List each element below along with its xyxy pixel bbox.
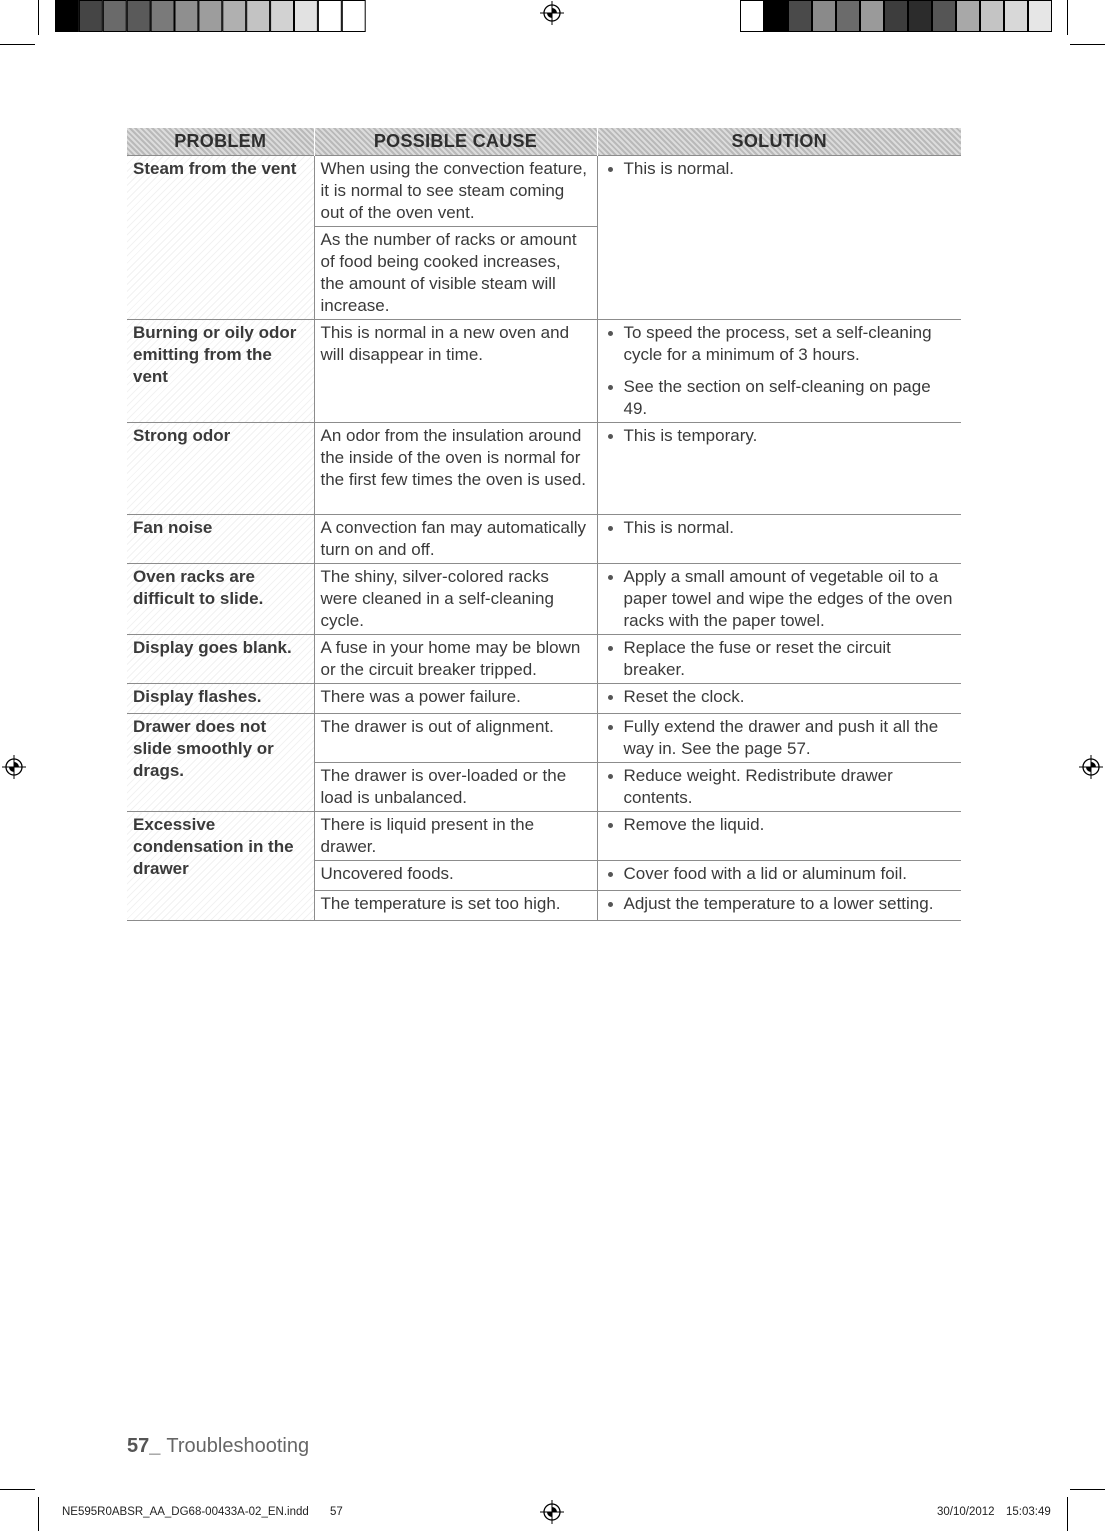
solution-item: Reset the clock. xyxy=(624,686,954,708)
registration-mark-right xyxy=(1078,754,1104,780)
table-row xyxy=(127,515,961,564)
color-patch xyxy=(318,1,341,32)
solution-list xyxy=(598,322,954,420)
solution-cell xyxy=(597,714,961,763)
solution-item: Reduce weight. Redistribute drawer contents. xyxy=(624,765,954,809)
color-patch xyxy=(247,1,270,32)
color-patch xyxy=(199,1,222,32)
solution-list xyxy=(598,517,954,539)
cause-cell: A fuse in your home may be blown or the circuit breaker tripped. xyxy=(314,635,597,684)
color-patch xyxy=(741,1,764,32)
section-title: Troubleshooting xyxy=(166,1435,310,1457)
solution-cell xyxy=(597,156,961,320)
crop-mark-bottom-left-vertical xyxy=(38,1497,39,1531)
solution-cell xyxy=(597,812,961,861)
color-patch xyxy=(837,1,860,32)
solution-cell xyxy=(597,564,961,635)
page-number: 57_ xyxy=(127,1435,161,1457)
color-patch xyxy=(127,1,150,32)
crop-mark-top-left-vertical xyxy=(38,0,39,35)
problem-cell: Oven racks are difficult to slide. xyxy=(127,564,314,635)
cause-cell: There was a power failure. xyxy=(314,684,597,714)
table-row xyxy=(127,635,961,684)
crop-mark-bottom-right-vertical xyxy=(1067,1497,1068,1531)
solution-item: To speed the process, set a self-cleaning cycle for a minimum of 3 hours. xyxy=(624,322,954,366)
solution-list xyxy=(598,716,954,760)
cause-cell: This is normal in a new oven and will disappear in time. xyxy=(314,320,597,423)
color-patch xyxy=(271,1,294,32)
solution-cell xyxy=(597,861,961,891)
table-header-row xyxy=(127,128,961,156)
solution-cell xyxy=(597,320,961,423)
color-patch xyxy=(223,1,246,32)
solution-list xyxy=(598,893,954,915)
registration-mark-top xyxy=(539,0,565,26)
problem-cell: Burning or oily odor emitting from the vent xyxy=(127,320,314,423)
solution-cell xyxy=(597,635,961,684)
cause-cell: The drawer is over-loaded or the load is unbalanced. xyxy=(314,763,597,812)
color-patch xyxy=(79,1,102,32)
table-row xyxy=(127,423,961,515)
solution-list xyxy=(598,686,954,708)
color-bar-right xyxy=(740,0,1053,33)
solution-list xyxy=(598,814,954,836)
color-patch xyxy=(885,1,908,32)
table-row xyxy=(127,684,961,714)
crop-mark-top-right-vertical xyxy=(1067,0,1068,35)
color-patch xyxy=(151,1,174,32)
header-problem: PROBLEM xyxy=(127,128,314,156)
problem-cell: Excessive condensation in the drawer xyxy=(127,812,314,921)
problem-cell: Display goes blank. xyxy=(127,635,314,684)
cause-cell: The shiny, silver-colored racks were cleaned in a self-cleaning cycle. xyxy=(314,564,597,635)
solution-item: This is temporary. xyxy=(624,425,954,447)
solution-item: This is normal. xyxy=(624,517,954,539)
solution-list xyxy=(598,425,954,447)
cause-cell: As the number of racks or amount of food being cooked increases, the amount of visible steam will increase. xyxy=(314,227,597,320)
cause-cell: Uncovered foods. xyxy=(314,861,597,891)
solution-item: This is normal. xyxy=(624,158,954,180)
color-patch xyxy=(933,1,956,32)
header-solution: SOLUTION xyxy=(597,128,961,156)
registration-mark-bottom xyxy=(539,1499,565,1525)
color-patch xyxy=(175,1,198,32)
crop-mark-bottom-left-horizontal xyxy=(0,1489,35,1490)
color-patch xyxy=(1029,1,1052,32)
cause-cell: There is liquid present in the drawer. xyxy=(314,812,597,861)
color-patch xyxy=(981,1,1004,32)
table-row xyxy=(127,714,961,763)
solution-item: Remove the liquid. xyxy=(624,814,954,836)
slug-time: 15:03:49 xyxy=(1006,1506,1051,1518)
solution-list xyxy=(598,637,954,681)
color-bar-left xyxy=(55,0,366,33)
table-row xyxy=(127,320,961,423)
crop-mark-top-right-horizontal xyxy=(1070,44,1105,45)
color-patch xyxy=(909,1,932,32)
color-patch xyxy=(295,1,318,32)
registration-mark-left xyxy=(1,754,27,780)
page-footer xyxy=(127,1434,309,1458)
solution-cell xyxy=(597,891,961,921)
solution-cell xyxy=(597,515,961,564)
solution-item: Cover food with a lid or aluminum foil. xyxy=(624,863,954,885)
color-patch xyxy=(103,1,126,32)
solution-cell xyxy=(597,423,961,515)
color-patch xyxy=(861,1,884,32)
problem-cell: Steam from the vent xyxy=(127,156,314,320)
problem-cell: Strong odor xyxy=(127,423,314,515)
color-patch xyxy=(56,1,79,32)
color-patch xyxy=(813,1,836,32)
cause-cell: The temperature is set too high. xyxy=(314,891,597,921)
cause-cell: A convection fan may automatically turn on and off. xyxy=(314,515,597,564)
color-patch xyxy=(957,1,980,32)
table-row xyxy=(127,564,961,635)
solution-list xyxy=(598,863,954,885)
table-row xyxy=(127,812,961,861)
cause-cell: When using the convection feature, it is normal to see steam coming out of the oven vent. xyxy=(314,156,597,227)
solution-list xyxy=(598,566,954,632)
solution-item: Adjust the temperature to a lower setting. xyxy=(624,893,954,915)
color-patch xyxy=(765,1,788,32)
troubleshooting-table xyxy=(127,128,961,921)
color-patch xyxy=(1005,1,1028,32)
color-patch xyxy=(789,1,812,32)
crop-mark-bottom-right-horizontal xyxy=(1070,1489,1105,1490)
slug-date: 30/10/2012 xyxy=(937,1506,995,1518)
solution-item: Apply a small amount of vegetable oil to a paper towel and wipe the edges of the oven racks with the paper towel. xyxy=(623,567,953,630)
solution-cell xyxy=(597,763,961,812)
solution-item: See the section on self-cleaning on page 49. xyxy=(624,376,954,420)
color-patch xyxy=(342,1,365,32)
cause-cell: An odor from the insulation around the inside of the oven is normal for the first few times the oven is used. xyxy=(314,423,597,515)
solution-item: Fully extend the drawer and push it all the way in. See the page 57. xyxy=(624,716,954,760)
problem-cell: Fan noise xyxy=(127,515,314,564)
cause-cell: The drawer is out of alignment. xyxy=(314,714,597,763)
solution-list xyxy=(598,765,954,809)
crop-mark-top-left-horizontal xyxy=(0,44,35,45)
slug-filename: NE595R0ABSR_AA_DG68-00433A-02_EN.indd xyxy=(62,1506,309,1518)
table-row xyxy=(127,156,961,227)
header-possible-cause: POSSIBLE CAUSE xyxy=(314,128,597,156)
solution-list xyxy=(598,158,954,180)
solution-cell xyxy=(597,684,961,714)
problem-cell: Display flashes. xyxy=(127,684,314,714)
problem-cell: Drawer does not slide smoothly or drags. xyxy=(127,714,314,812)
solution-item: Replace the fuse or reset the circuit breaker. xyxy=(624,637,954,681)
slug-page: 57 xyxy=(330,1506,343,1518)
